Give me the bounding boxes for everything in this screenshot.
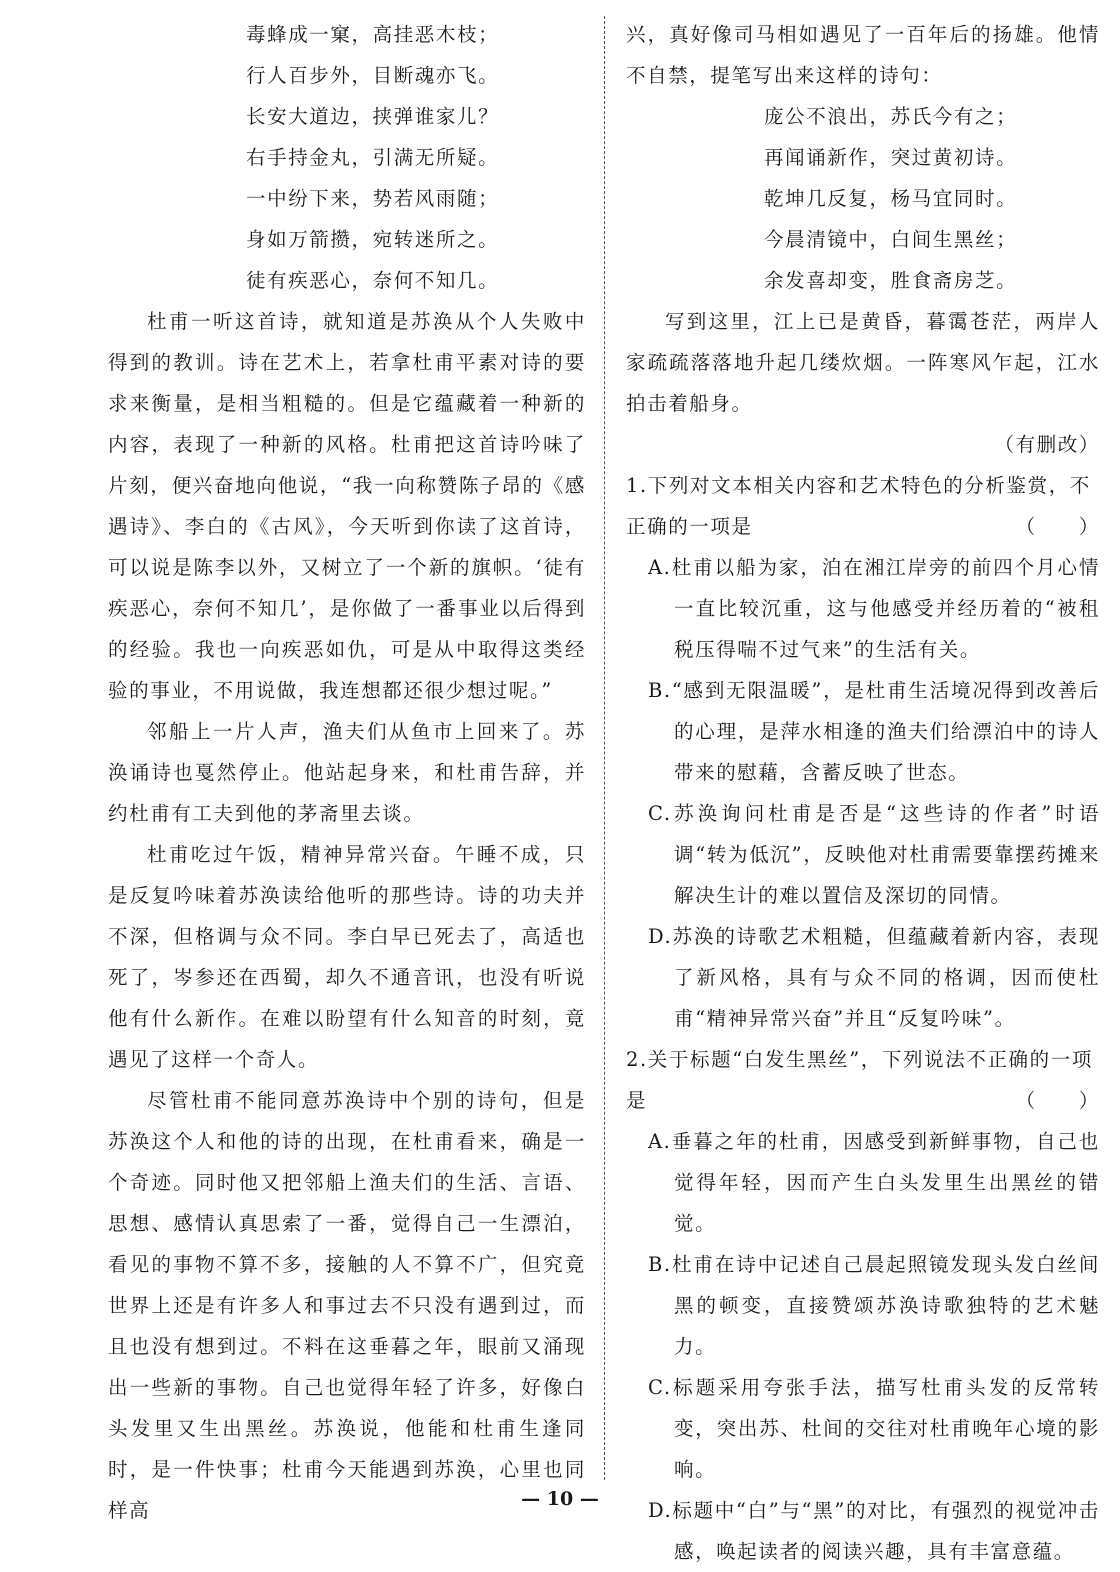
poem-line: 庞公不浪出，苏氏今有之； [764,105,1018,128]
poem-line: 毒蜂成一窠，高挂恶木枝； [246,23,500,46]
question-stem: 2.关于标题“白发生黑丝”，下列说法不正确的一项 是 （ ） [626,1039,1100,1121]
column-divider [604,16,605,1480]
left-column [108,14,586,1531]
poem-line: 身如万箭攒，宛转迷所之。 [246,228,500,251]
option-d: D.苏涣的诗歌艺术粗糙，但蕴藏着新内容，表现了新风格，具有与众不同的格调，因而使杜甫“精神异常兴奋”并且“反复吟味”。 [648,925,1100,1030]
question-stem-line1: 2.关于标题“白发生黑丝”，下列说法不正确的一项 [626,1048,1093,1071]
option-d: D.标题中“白”与“黑”的对比，有强烈的视觉冲击感，唤起读者的阅读兴趣，具有丰富意蕴。 [648,1499,1100,1563]
poem-line: 右手持金丸，引满无所疑。 [246,146,500,169]
poem-line: 徒有疾恶心，奈何不知几。 [246,269,500,292]
poem-block [626,96,1100,301]
answer-blank: （ ） [1015,515,1100,538]
poem-line: 行人百步外，目断魂亦飞。 [246,64,500,87]
body-paragraph-continued: 兴，真好像司马相如遇见了一百年后的扬雄。他情不自禁，提笔写出来这样的诗句： [626,23,1100,87]
closing-paragraph: 写到这里，江上已是黄昏，暮霭苍茫，两岸人家疏疏落落地升起几缕炊烟。一阵寒风乍起，江水拍击着船身。 [626,310,1100,415]
option-a: A.杜甫以船为家，泊在湘江岸旁的前四个月心情一直比较沉重，这与他感受并经历着的“被租税压得喘不过气来”的生活有关。 [648,556,1100,661]
option-c: C.标题采用夸张手法，描写杜甫头发的反常转变，突出苏、杜间的交往对杜甫晚年心境的影响。 [648,1376,1100,1481]
body-paragraph: 杜甫吃过午饭，精神异常兴奋。午睡不成，只是反复吟味着苏涣读给他听的那些诗。诗的功夫并不深，但格调与众不同。李白早已死去了，高适也死了，岑参还在西蜀，却久不通音讯，也没有听说他有什么新作。在难以盼望有什么知音的时刻，竟遇见了这样一个奇人。 [108,843,586,1071]
poem-line: 再闻诵新作，突过黄初诗。 [764,146,1018,169]
right-column [626,14,1100,1572]
poem-line: 余发喜却变，胜食斋房芝。 [764,269,1018,292]
poem-line: 乾坤几反复，杨马宜同时。 [764,187,1018,210]
body-paragraph: 尽管杜甫不能同意苏涣诗中个别的诗句，但是苏涣这个人和他的诗的出现，在杜甫看来，确是一个奇迹。同时他又把邻船上渔夫们的生活、言语、思想、感情认真思索了一番，觉得自己一生漂泊，看见的事物不算不多，接触的人不算不广，但究竟世界上还是有许多人和事过去不只没有遇到过，而且也没有想到过。不料在这垂暮之年，眼前又涌现出一些新的事物。自己也觉得年轻了许多，好像白头发里又生出黑丝。苏涣说，他能和杜甫生逢同时，是一件快事；杜甫今天能遇到苏涣，心里也同样高 [108,1089,586,1522]
question-stem [626,465,1100,547]
page-number: — 10 — [521,1488,599,1510]
answer-blank: （ ） [1015,1089,1100,1112]
poem-line: 今晨清镜中，白间生黑丝； [764,228,1018,251]
poem-line: 长安大道边，挟弹谁家儿？ [246,105,500,128]
option-c: C.苏涣询问杜甫是否是“这些诗的作者”时语调“转为低沉”，反映他对杜甫需要靠摆药摊来解决生计的难以置信及深切的同情。 [648,802,1100,907]
option-b: B.“感到无限温暖”，是杜甫生活境况得到改善后的心理，是萍水相逢的渔夫们给漂泊中的诗人带来的慰藉，含蓄反映了世态。 [648,679,1100,784]
option-b: B.杜甫在诗中记述自己晨起照镜发现头发白丝间黑的顿变，直接赞颂苏涣诗歌独特的艺术魅力。 [648,1253,1100,1358]
body-paragraph: 邻船上一片人声，渔夫们从鱼市上回来了。苏涣诵诗也戛然停止。他站起身来，和杜甫告辞，并约杜甫有工夫到他的茅斋里去谈。 [108,720,586,825]
question-1 [626,465,1100,1039]
source-note: （有删改） [994,433,1100,456]
poem-line: 一中纷下来，势若风雨随； [246,187,500,210]
body-paragraph: 杜甫一听这首诗，就知道是苏涣从个人失败中得到的教训。诗在艺术上，若拿杜甫平素对诗的要求来衡量，是相当粗糙的。但是它蕴藏着一种新的内容，表现了一种新的风格。杜甫把这首诗吟味了片刻，便兴奋地向他说，“我一向称赞陈子昂的《感遇诗》、李白的《古风》，今天听到你读了这首诗，可以说是陈李以外，又树立了一个新的旗帜。‘徒有疾恶心，奈何不知几’，是你做了一番事业以后得到的经验。我也一向疾恶如仇，可是从中取得这类经验的事业，不用说做，我连想都还很少想过呢。” [108,310,586,702]
poem-block [108,14,586,301]
question-stem-line1: 1.下列对文本相关内容和艺术特色的分析鉴赏，不 [626,474,1091,497]
question-stem-line2: 正确的一项是 [626,515,753,538]
option-a: A.垂暮之年的杜甫，因感受到新鲜事物，自己也觉得年轻，因而产生白头发里生出黑丝的错觉。 [648,1130,1100,1235]
